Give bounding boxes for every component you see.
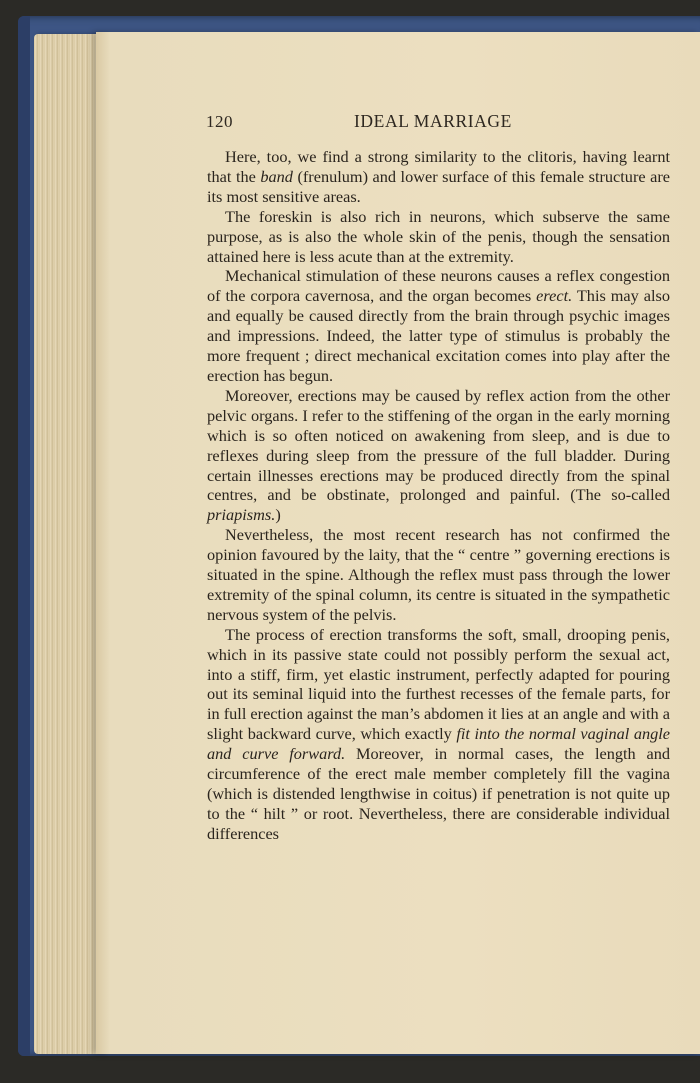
text-run: This may also and equally be caused directly from the brain through psychic images and impressions. Indeed, the latter type of stimulus is probably the more frequent ; direct mechanical excitation comes into play after the erection has begun. xyxy=(207,286,670,385)
text-run: Here, too, we find a strong similarity to the clitoris, having learnt that the xyxy=(207,147,670,186)
text-run: Nevertheless, the most recent research has not confirmed the opinion favoured by the laity, that the “ centre ” governing erections is situated in the spine. Although the reflex must pass through the lower extremity of the spinal column, its centre is situated in the sympathetic nervous system of the pelvis. xyxy=(207,525,670,624)
paragraph-3 xyxy=(207,266,670,385)
text-run: ) xyxy=(275,505,281,525)
italic-text: band xyxy=(260,166,293,186)
running-title: IDEAL MARRIAGE xyxy=(354,111,512,131)
italic-text: erect. xyxy=(536,286,573,306)
page-edges xyxy=(34,34,104,1054)
paragraph-6 xyxy=(207,625,670,844)
text-run: Moreover, in normal cases, the length and circumference of the erect male member completely fill the vagina (which is distended lengthwise in coitus) if penetration is not quite up to the “ hilt ” or root. Nevertheless, there are considerable individual differences xyxy=(207,744,670,843)
page-number: 120 xyxy=(206,112,233,131)
paragraph-5 xyxy=(207,525,670,625)
body-text xyxy=(207,147,670,844)
italic-text: priapisms. xyxy=(207,505,276,525)
text-run: The process of erection transforms the soft, small, drooping penis, which in its passive state could not possibly perform the sexual act, into a stiff, firm, yet elastic instrument, perfectly adapted for pouring out its seminal liquid into the furthest recesses of the female parts, for in full erection against the man’s abdomen it lies at an angle and with a slight backward curve, which exactly xyxy=(207,624,670,744)
text-run: The foreskin is also rich in neurons, which subserve the same purpose, as is also the whole skin of the penis, though the sensation attained here is less acute than at the extremity. xyxy=(207,206,670,266)
text-run: Moreover, erections may be caused by reflex action from the other pelvic organs. I refer to the stiffening of the organ in the early morning which is so often noticed on awakening from sleep, and is due to reflexes during sleep from the pressure of the full bladder. During certain illnesses erections may be produced directly from the spinal centres, and be obstinate, prolonged and painful. (The so-called xyxy=(207,385,670,505)
paragraph-1 xyxy=(207,147,670,207)
page-header xyxy=(206,112,670,136)
paragraph-2 xyxy=(207,207,670,267)
italic-text: fit into the normal vaginal angle and curve forward. xyxy=(207,724,670,764)
text-run: (frenulum) and lower surface of this female structure are its most sensitive areas. xyxy=(207,166,670,206)
text-run: Mechanical stimulation of these neurons causes a reflex congestion of the corpora cavernosa, and the organ becomes xyxy=(207,266,670,306)
book-spine xyxy=(18,16,30,1056)
paragraph-4 xyxy=(207,386,670,525)
